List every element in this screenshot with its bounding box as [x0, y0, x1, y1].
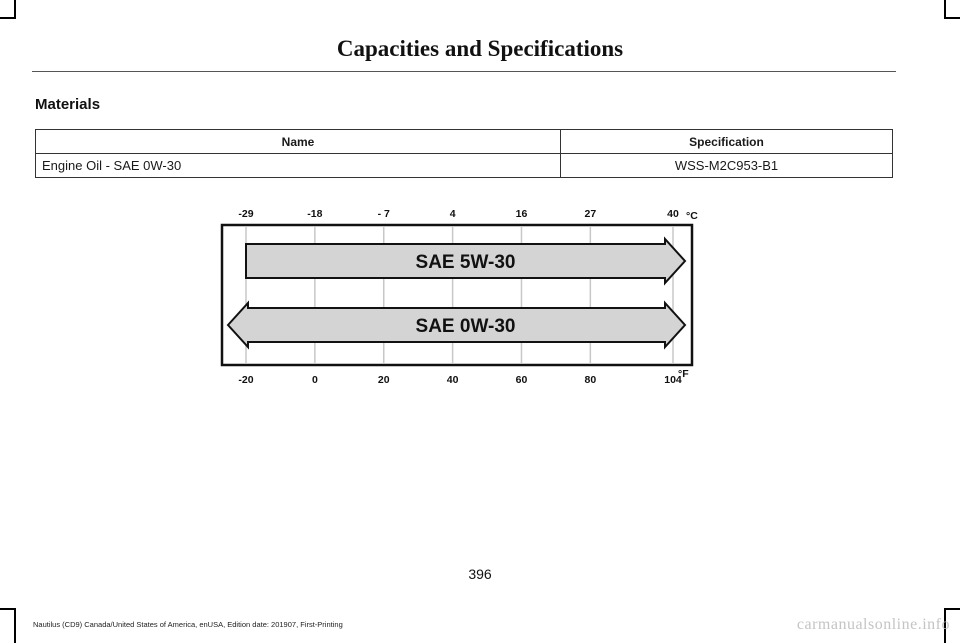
crop-mark-bottom-left-h — [0, 608, 16, 610]
crop-mark-top-right-v — [944, 0, 946, 18]
page-number: 396 — [468, 566, 492, 582]
oil-viscosity-chart — [200, 200, 720, 395]
fahrenheit-tick-label: 0 — [311, 374, 318, 386]
edition-footer: Nautilus (CD9) Canada/United States of America, enUSA, Edition date: 201907, First-Printing — [33, 620, 343, 629]
celsius-tick-label: 4 — [449, 208, 456, 220]
fahrenheit-tick-label: 60 — [515, 374, 528, 386]
column-header-specification: Specification — [561, 130, 893, 154]
fahrenheit-tick-label: 104 — [664, 374, 682, 386]
viscosity-band-label: SAE 5W-30 — [415, 252, 516, 273]
celsius-tick-label: -29 — [238, 208, 254, 220]
celsius-unit-label: °C — [686, 210, 698, 222]
fahrenheit-tick-label: 80 — [584, 374, 597, 386]
crop-mark-bottom-right-h — [944, 608, 960, 610]
celsius-tick-label: 27 — [584, 208, 597, 220]
table-header-row — [36, 130, 893, 154]
watermark: carmanualsonline.info — [796, 616, 950, 633]
celsius-tick-label: -18 — [307, 208, 323, 220]
materials-table — [35, 129, 893, 178]
viscosity-band-label: SAE 0W-30 — [415, 316, 516, 337]
fahrenheit-tick-label: 40 — [446, 374, 459, 386]
crop-mark-top-left-v — [14, 0, 16, 18]
crop-mark-top-right-h — [944, 17, 960, 19]
fahrenheit-tick-label: -20 — [238, 374, 254, 386]
fahrenheit-tick-label: 20 — [377, 374, 390, 386]
fahrenheit-unit-label: °F — [678, 368, 689, 380]
section-heading: Materials — [35, 96, 101, 113]
table-row — [36, 154, 893, 178]
crop-mark-bottom-left-v — [14, 608, 16, 643]
crop-mark-top-left-h — [0, 17, 16, 19]
page-title: Capacities and Specifications — [336, 36, 624, 61]
row-specification-cell: WSS-M2C953-B1 — [561, 154, 893, 178]
column-header-name: Name — [36, 130, 561, 154]
row-name-cell: Engine Oil - SAE 0W-30 — [36, 154, 561, 178]
celsius-tick-label: 40 — [667, 208, 679, 220]
title-rule — [32, 71, 896, 72]
celsius-tick-label: - 7 — [377, 208, 390, 220]
celsius-tick-label: 16 — [515, 208, 528, 220]
